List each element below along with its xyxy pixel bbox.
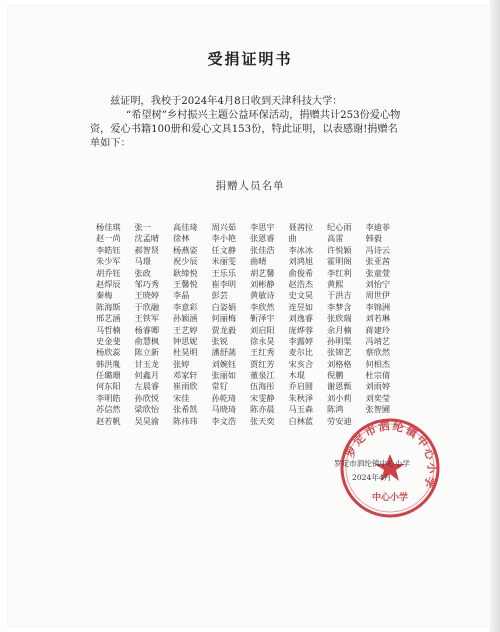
donor-name: 冯靖艺 xyxy=(365,335,391,346)
donor-name: 孙明渠 xyxy=(327,335,352,346)
donor-name: 刘婉钰 xyxy=(211,358,237,369)
donor-name: 周世伊 xyxy=(365,290,391,301)
donor-name: 崔李明 xyxy=(211,278,237,289)
body-line-2: “希望树”乡村振兴主题公益环保活动，捐赠共计253份爱心物 xyxy=(126,110,401,121)
donor-name: 甘玉龙 xyxy=(134,358,160,369)
donor-name: 王乐乐 xyxy=(211,267,237,278)
donor-name: 朱少军 xyxy=(96,256,121,267)
donor-name: 曲晴 xyxy=(250,256,267,267)
donor-name: 王馨悦 xyxy=(173,278,198,289)
donor-name: 朱秋泽 xyxy=(288,392,314,403)
donor-name: 靳泽宇 xyxy=(250,313,275,324)
donor-name: 张政 xyxy=(134,267,151,278)
donor-name xyxy=(173,427,212,438)
donor-name: 赵若帆 xyxy=(96,415,121,426)
donor-name: 孙颖涵 xyxy=(173,313,198,324)
donor-name: 任璐珊 xyxy=(96,370,121,381)
donor-name: 秦梅 xyxy=(96,290,113,301)
donor-name: 李思宇 xyxy=(250,222,275,232)
donor-name: 沈孟晴 xyxy=(134,233,160,244)
donor-name: 孙欣悦 xyxy=(134,392,160,403)
donor-name: 杜宗倩 xyxy=(365,370,391,381)
donor-name: 史金斐 xyxy=(96,335,121,346)
school-name: 罗定市泗纶镇中心小学 xyxy=(334,459,410,468)
donor-name: 左晨睿 xyxy=(134,381,160,392)
donor-name: 王艺婷 xyxy=(173,324,198,335)
donor-name: 俞俊希 xyxy=(288,267,314,278)
donor-name: 许悦颖 xyxy=(327,244,352,255)
donor-name: 胡乔钰 xyxy=(96,267,121,278)
svg-text:中心小学: 中心小学 xyxy=(371,493,409,503)
donor-name: 张亚茜 xyxy=(365,256,391,267)
donor-name: 张锦艺 xyxy=(327,347,352,358)
donor-name: 连昱如 xyxy=(288,301,314,312)
donor-name: 马璟 xyxy=(134,256,151,267)
donor-name: 李锦洲 xyxy=(365,301,391,312)
donor-name: 李皓钰 xyxy=(96,244,121,255)
donor-name: 刘鸿旭 xyxy=(288,256,314,267)
body-line-1: 兹证明，我校于2024年4月8日收到天津科技大学： xyxy=(110,96,343,107)
donor-name: 冯诗云 xyxy=(365,244,391,255)
donor-name xyxy=(96,427,135,438)
donor-name: 马玉森 xyxy=(288,404,314,415)
donor-name: 张智圃 xyxy=(365,404,391,415)
document-title: 受捐证明书 xyxy=(207,50,293,68)
document-date: 2024年4月 xyxy=(352,473,392,482)
donor-name xyxy=(135,427,174,438)
donor-name: 倪鹏 xyxy=(327,370,344,381)
donor-name: 张一 xyxy=(134,222,151,232)
donor-name: 高佳琦 xyxy=(173,222,198,232)
donor-name: 李文浩 xyxy=(211,415,237,426)
donor-name: 赵焊辰 xyxy=(96,278,121,289)
donor-name: 李红利 xyxy=(327,267,352,278)
donor-name: 杜昊明 xyxy=(173,347,198,358)
donor-name: 于洪吉 xyxy=(327,290,352,301)
donor-name: 李意彩 xyxy=(173,301,198,312)
donor-name: 苏信然 xyxy=(96,404,121,415)
donor-name: 张丽如 xyxy=(211,370,237,381)
donor-name: 刘格格 xyxy=(327,358,352,369)
donor-name: 邢艺涵 xyxy=(96,313,121,324)
donor-name: 刘若琳 xyxy=(365,313,391,324)
donor-name: 白姿娟 xyxy=(211,301,237,312)
donor-name: 耿缔悦 xyxy=(173,267,198,278)
svg-text:罗定市泗纶镇中心小学: 罗定市泗纶镇中心小学 xyxy=(343,419,439,492)
donor-name: 邹巧秀 xyxy=(134,278,160,289)
donor-name: 李晶 xyxy=(173,290,190,301)
donor-name: 王铁军 xyxy=(134,313,160,324)
donor-list-title: 捐赠人员名单 xyxy=(215,180,285,192)
donor-name: 谢恩甄 xyxy=(327,381,352,392)
donor-name: 米丽雯 xyxy=(211,256,237,267)
donor-name: 李梦含 xyxy=(327,301,352,312)
donor-name: 李露婷 xyxy=(288,335,314,346)
donor-name: 聂茜拉 xyxy=(288,222,314,232)
donor-name: 蒋建玲 xyxy=(365,324,391,335)
donor-name: 何鑫月 xyxy=(134,370,160,381)
donor-name: 韩毅 xyxy=(365,233,382,244)
donor-name: 李明皓 xyxy=(96,392,121,403)
donor-name: 劳安迪 xyxy=(327,415,352,426)
donor-name: 杨燕姿 xyxy=(173,244,198,255)
donor-name: 白林蓝 xyxy=(288,415,314,426)
donor-name: 刘怡宁 xyxy=(365,278,391,289)
donor-name xyxy=(289,427,328,438)
donor-name: 俞慧枫 xyxy=(134,335,160,346)
donor-name: 杨欣蕊 xyxy=(96,347,121,358)
donor-name: 史文昊 xyxy=(288,290,314,301)
donor-name: 郝智贤 xyxy=(134,244,160,255)
donor-name: 黄敏诗 xyxy=(250,290,275,301)
certificate-body xyxy=(90,95,420,151)
donor-name: 高雷 xyxy=(327,233,344,244)
donor-name: 马哲楠 xyxy=(96,324,121,335)
donor-name: 张希凯 xyxy=(173,404,198,415)
donor-name: 常钌 xyxy=(211,381,228,392)
donor-name: 黄熙 xyxy=(327,278,344,289)
body-line-3: 资，爱心书籍100册和爱心文具153份，特此证明，以表感谢!捐赠名 xyxy=(90,124,398,135)
donor-name: 张欣瑞 xyxy=(327,313,352,324)
donor-name: 张天奕 xyxy=(250,415,275,426)
donor-name: 吴昊渝 xyxy=(134,415,160,426)
donor-name: 乔启圆 xyxy=(288,381,314,392)
donor-name: 梁欣怡 xyxy=(134,404,160,415)
donor-name: 麦尔比 xyxy=(288,347,314,358)
donor-name: 李迪菲 xyxy=(365,222,391,232)
donor-name: 刘小莉 xyxy=(327,392,352,403)
donor-name: 杨睿卿 xyxy=(134,324,160,335)
donor-name-grid xyxy=(96,222,404,438)
donor-name: 纪心雨 xyxy=(327,222,352,232)
donor-name: 霍明阁 xyxy=(327,256,352,267)
donor-name: 胡艺馨 xyxy=(250,267,275,278)
donor-name: 蔡欣然 xyxy=(365,347,391,358)
donor-name: 董泉江 xyxy=(250,370,275,381)
donor-name: 伍海彤 xyxy=(250,381,275,392)
donor-name: 张恩睿 xyxy=(250,233,275,244)
donor-name: 木琨 xyxy=(288,370,305,381)
donor-name: 崔雨欣 xyxy=(173,381,198,392)
donor-name: 曲 xyxy=(288,233,297,244)
donor-name: 余月楠 xyxy=(327,324,352,335)
donor-name: 张童萱 xyxy=(365,267,391,278)
donor-name: 刘逸睿 xyxy=(288,313,314,324)
donor-name: 何丽梅 xyxy=(211,313,237,324)
donor-name: 陈立新 xyxy=(134,347,160,358)
donor-name: 孙乾琦 xyxy=(211,392,237,403)
donor-name: 贾龙毅 xyxy=(211,324,237,335)
donor-name: 马晓琦 xyxy=(211,404,237,415)
donor-name: 邓家轩 xyxy=(173,370,198,381)
donor-name: 陈亦晨 xyxy=(250,404,275,415)
donor-name: 陈海斯 xyxy=(96,301,121,312)
donor-name: 张佳浩 xyxy=(250,244,275,255)
donor-name: 陈祎玮 xyxy=(173,415,198,426)
donor-name: 张锐 xyxy=(211,335,228,346)
page-edge xyxy=(490,0,500,632)
donor-name: 赵一尚 xyxy=(96,233,121,244)
donor-name: 徐林 xyxy=(173,233,190,244)
donor-name xyxy=(250,427,289,438)
donor-name: 于欣融 xyxy=(134,301,160,312)
donor-name: 庞烨蓉 xyxy=(288,324,314,335)
donor-name: 王晓婷 xyxy=(134,290,160,301)
donor-name: 宋亥合 xyxy=(288,358,314,369)
donor-name: 刘雨婷 xyxy=(365,381,391,392)
donor-name: 贾红芳 xyxy=(250,358,275,369)
donor-name: 何相杰 xyxy=(365,358,391,369)
donor-name: 何东阳 xyxy=(96,381,121,392)
donor-name: 张婷 xyxy=(173,358,190,369)
donor-name: 韩洪胤 xyxy=(96,358,121,369)
donor-name: 刘彬静 xyxy=(250,278,275,289)
donor-name: 陈鸿 xyxy=(327,404,344,415)
donor-name: 杨佳琪 xyxy=(96,222,121,232)
donor-name: 彭芸 xyxy=(211,290,228,301)
donor-name: 李冰冰 xyxy=(288,244,314,255)
donor-name: 李小艳 xyxy=(211,233,237,244)
donor-name: 周兴茹 xyxy=(211,222,237,232)
donor-name: 徐永昊 xyxy=(250,335,275,346)
body-line-4: 单如下： xyxy=(90,138,131,149)
donor-name: 宋佳 xyxy=(173,392,190,403)
donor-name: 宋雯静 xyxy=(250,392,275,403)
donor-name: 任文静 xyxy=(211,244,237,255)
donor-name: 潘舒菡 xyxy=(211,347,237,358)
donor-name: 王红秀 xyxy=(250,347,275,358)
donor-name: 李欣然 xyxy=(250,301,275,312)
donor-name: 刘奕莹 xyxy=(365,392,391,403)
donor-name xyxy=(212,427,251,438)
donor-name: 刘启阳 xyxy=(250,324,275,335)
donor-name: 赵浩杰 xyxy=(288,278,314,289)
donor-name: 祝少辰 xyxy=(173,256,198,267)
donor-name: 钟思妮 xyxy=(173,335,198,346)
